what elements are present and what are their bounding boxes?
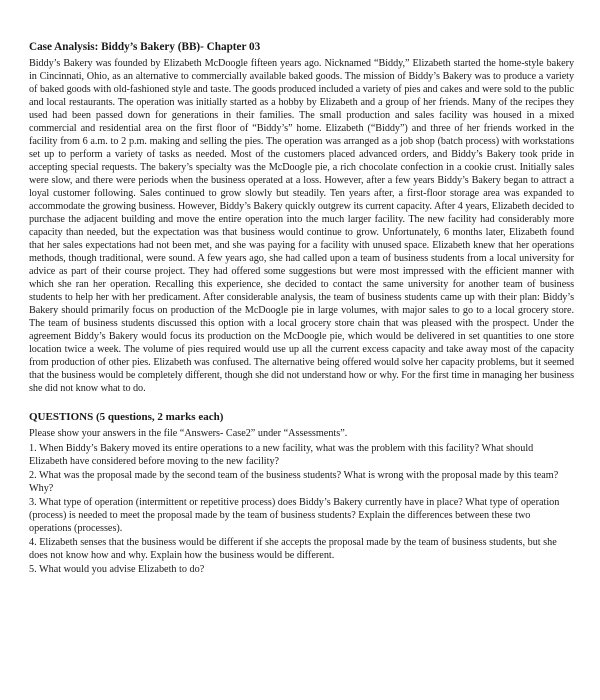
- questions-instruction: Please show your answers in the file “Answers- Case2” under “Assessments”.: [29, 428, 348, 439]
- case-title: Case Analysis: Biddy’s Bakery (BB)- Chapter 03: [29, 41, 261, 53]
- question-item-1: 1. When Biddy’s Bakery moved its entire operations to a new facility, what was the problem with this facility? What should Elizabeth have considered before moving to the new facility?: [29, 443, 534, 467]
- questions-list: [29, 442, 574, 576]
- question-item-4: 4. Elizabeth senses that the business would be different if she accepts the proposal made by the team of business students, but she does not know how and why. Explain how the business would be different.: [29, 537, 557, 561]
- case-body-paragraph: Biddy’s Bakery was founded by Elizabeth McDoogle fifteen years ago. Nicknamed “Biddy,” Elizabeth started the home-style bakery in Cincinnati, Ohio, as an alternative to commercially available baked goods. The mission of Biddy’s Bakery was to produce a variety of baked goods with old-fashioned style and taste. The goods produced included a variety of pies and cakes and were sold to the public and local restaurants. The operation was initially started as a hobby by Elizabeth and a group of her friends. Many of the recipes they used had been passed down for generations in their families. The small production and sales facility was housed in a mixed commercial and residential area on the first floor of “Biddy’s” home. Elizabeth (“Biddy”) and three of her friends worked in the facility from 6 a.m. to 2 p.m. making and selling the pies. The operation was arranged as a job shop (batch process) with workstations set up to perform a variety of tasks as needed. Most of the customers placed advanced orders, and Biddy’s Bakery took pride in accepting special requests. The bakery’s specialty was the McDoogle pie, a rich chocolate confection in a cookie crust. Initially sales were slow, and there were periods when the business operated at a loss. However, after a few years Biddy’s Bakery began to attract a loyal customer following. Sales continued to grow slowly but steadily. Ten years after, a first-floor storage area was expanded to accommodate the growing business. However, Biddy’s Bakery quickly outgrew its current capacity. After 4 years, Elizabeth decided to purchase the adjacent building and move the entire operation into the much larger facility. The new facility had considerably more capacity than needed, but the expectation was that business would continue to grow. Unfortunately, 6 months later, Elizabeth found that her sales expectations had not been met, and she was paying for a facility with unused space. Elizabeth knew that her operations methods, though traditional, were sound. A few years ago, she had called upon a team of business students from a local university for advice as part of their course project. They had offered some suggestions but were most impressed with the efficient manner with which she ran her operation. Recalling this experience, she decided to contact the same university for another team of business students to help her with her predicament. After considerable analysis, the team of business students came up with their plan: Biddy’s Bakery should primarily focus on production of the McDoogle pie in large volumes, with major sales to go to a local grocery store. The team of business students discussed this option with a local grocery store chain that was pleased with the prospect. Under the agreement Biddy’s Bakery would focus its production on the McDoogle pie, which would be delivered in set quantities to one store location twice a week. The volume of pies required would use up all the current excess capacity and take away most of the capacity from production of other pies. Elizabeth was confused. The alternative being offered would solve her capacity problems, but it seemed that the business would be completely different, though she did not understand how or why. For the first time in managing her business she did not know what to do.: [29, 58, 574, 394]
- question-item-5: 5. What would you advise Elizabeth to do?: [29, 564, 205, 575]
- question-item-3: 3. What type of operation (intermittent or repetitive process) does Biddy’s Bakery currently have in place? What type of operation (process) is needed to meet the proposal made by the team of business students? Explain the differences between these two operations (processes).: [29, 497, 560, 534]
- question-item-2: 2. What was the proposal made by the second team of the business students? What is wrong with the proposal made by this team? Why?: [29, 470, 559, 494]
- document-page: [29, 41, 574, 577]
- questions-heading: QUESTIONS (5 questions, 2 marks each): [29, 411, 224, 423]
